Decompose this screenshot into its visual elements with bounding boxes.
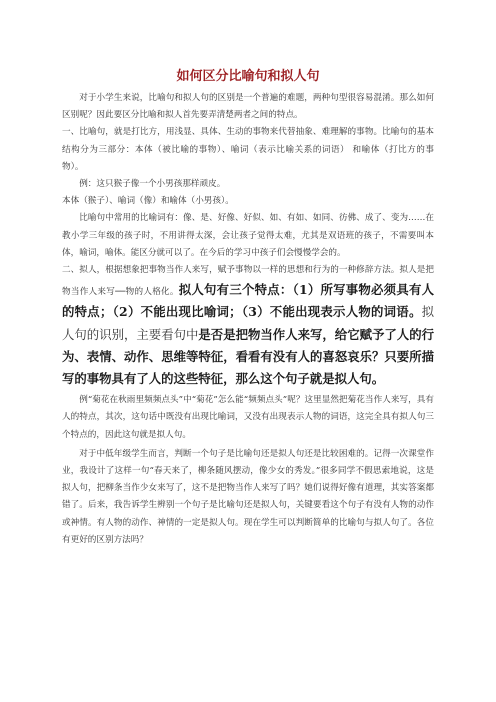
personification-identify-rule: 是否是把物当作人来写，给它赋予了人的行为、表情、动作、思维等特征，看看有没有人的喜怒哀乐？只要所描写的事物具有了人的这些特征，那么这个句子就是拟人句。 [62,326,435,387]
teaching-reflection-paragraph: 对于中低年级学生而言，判断一个句子是比喻句还是拟人句还是比较困难的。记得一次课堂作业，我设计了这样一句“春天来了，柳条随风摆动，像少女的秀发。”很多同学不假思索地说，这是拟人句，把柳条当作少女来写了，这不是把物当作人来写了吗？她们说得好像有道理，其实答案都错了。后来，我告诉学生辨别一个句子是比喻句还是拟人句，关键要看这个句子有没有人物的动作或神情。有人物的动作、神情的一定是拟人句。现在学生可以判断简单的比喻句与拟人句了。各位有更好的区别方法吗？ [62,448,434,545]
personification-paragraph [62,262,434,390]
personification-identify-lead: 拟人句的识别，主要看句中 [62,304,434,342]
metaphor-example: 例：这只猴子像一个小男孩那样顽皮。 [79,179,226,190]
metaphor-example-analysis: 本体（猴子）、喻词（像）和喻体（小男孩）。 [62,196,234,207]
personification-definition: 二、拟人，根据想象把事物当作人来写，赋予事物以一样的思想和行为的一种修辞方法。拟人是把物当作人来写──物的人格化。 [62,265,434,298]
personification-features: 拟人句有三个特点：（1）所写事物必须具有人的特点；（2）不能出现比喻词；（3）不能出现表示人物的词语。 [62,282,435,320]
metaphor-words-paragraph: 比喻句中常用的比喻词有：像、是、好像、好似、如、有如、如同、彷佛、成了、变为……在教小学三年级的孩子时，不用讲得太深，会让孩子觉得太难，尤其是双语班的孩子，不需要叫本体，喻词，喻体。能区分就可以了。在今后的学习中孩子们会慢慢学会的。 [62,213,434,258]
metaphor-definition-paragraph: 一、比喻句，就是打比方，用浅显、具体、生动的事物来代替抽象、难理解的事物。比喻句的基本结构分为三部分：本体（被比喻的事物）、喻词（表示比喻关系的词语） 和喻体（打比方的事物）。 [62,127,434,172]
personification-example-paragraph: 例“菊花在秋雨里频频点头”中“菊花”怎么能“频频点头”呢？这里显然把菊花当作人来写，具有人的特点，其次，这句话中既没有出现比喻词，又没有出现表示人物的词语，这完全具有拟人句三个特点的，因此这句就是拟人句。 [62,395,434,440]
intro-paragraph: 对于小学生来说，比喻句和拟人句的区别是一个普遍的难题，两种句型很容易混淆。那么如何区别呢？因此要区分比喻和拟人首先要弄清楚两者之间的特点。 [62,93,434,121]
document-title: 如何区分比喻句和拟人句 [176,69,320,84]
